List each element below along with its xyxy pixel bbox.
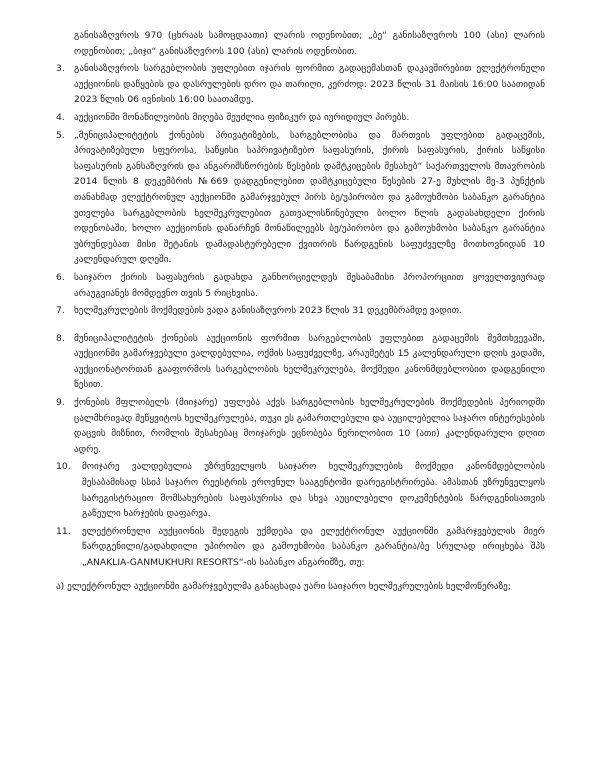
list-item-number: 6. xyxy=(56,271,65,283)
list-item-text: ელექტრონული აუქციონის შედეგის უქმდება და ელექტრონულ აუქციონში გამარჯვებულის მიერ წარდგენილი/გადახდილი უპირობო და გამოუხმობი საბანკო გარანტია/ბე სრულად ირიცხება შპს „ANAKLIA-GANMUKHURI RESORTS“-ის საბანკო ანგარიშზე, თუ: xyxy=(82,525,545,568)
list-item-9 xyxy=(56,395,545,457)
list-item-number: 11. xyxy=(56,525,71,537)
list-item-text: მუნიციპალიტეტის ქონების აუქციონის ფორმით სარგებლობის უფლებით გადაცემის შემთხვევაში, აუქციონში გამარჯვებული ვალდებულია, ოქმის საფუძველზე, არაუმეტეს 15 კალენდარული დღის ვადაში, აუქციონატორთან გააფორმოს სარგებლობის ხელშეკრულება, მოქმედი კანონმდებლობით დადგენილი წესით. xyxy=(74,332,545,391)
list-item-number: 7. xyxy=(56,305,65,317)
subitem-a: ა) ელექტრონულ აუქციონში გამარჯვებულმა განაცხადა უარი საიჯარო ხელშეკრულების ხელმოწერაზე; xyxy=(56,580,511,592)
list-item-text: აუქციონში მონაწილეობის მიღება შეუძლია ფიზიკურ და იურიდიულ პირებს. xyxy=(74,111,410,123)
list-item-text: ქონების მფლობელს (მიიჯარე) უფლება აქვს სარგებლობის ხელშეკრულების მოქმედების პერიოდში ცალმხრივად შეწყვიტოს ხელშეკრულება, თუკი ეს გამართლებული და აუცილებელია საჯარო ინტერესების დაცვის მიზნით, რომლის შესახებაც მოიჯარეს ეცნობება წერილობით 10 (ათი) კალენდარული დღით ადრე. xyxy=(74,397,545,455)
list-item-number: 9. xyxy=(56,397,65,409)
list-item-number: 4. xyxy=(56,111,65,123)
list-item-number: 5. xyxy=(56,129,65,141)
intro-continuation: განისაზღვროს 970 (ცხრაას სამოცდაათი) ლარის ოდენობით; „ბე“ განისაზღვროს 100 (ასი) ლარის ოდენობით; „ბიჯი“ განისაზღვროს 100 (ასი) ლარის ოდენობით. xyxy=(74,30,545,57)
list-item-6 xyxy=(56,270,545,301)
list-item-5 xyxy=(56,128,545,268)
list-item-text: ხელშეკრულების მოქმედების ვადა განისაზღვროს 2023 წლის 31 დეკემბრამდე ვადით. xyxy=(74,305,462,317)
list-item-8 xyxy=(56,331,545,393)
list-item-3 xyxy=(56,61,545,108)
list-item-10 xyxy=(56,459,545,521)
list-item-11 xyxy=(56,524,545,571)
list-item-text: „მუნიციპალიტეტის ქონების პრივატიზების, სარგებლობისა და მართვის უფლებით გადაცემის, პრივატიზებული სფეროსა, საწყისი საპრივატიზებო საფასურის, ქირის საფასურის, ქირის საწყისი საფასურის განსაზღვრის და ანგარიშსწორების წესების დამტკიცების შესახებ“ საქართველოს მთავრობის 2014 წლის 8 დეკემბრის №669 დადგენილებით დამტკიცებული წესების 27-ე მუხლის მე-3 პუნქტის თანახმად ელექტრონულ აუქციონში გამარჯვებულ პირს ბე/უპირობო და გამოუხმობი საბანკო გარანტია ეთვლება სარგებლობის ხელშეკრულებით გათვალისწინებული ბოლო წლის გადასახდელი ქირის ოდენობაში, ხოლო აუქციონის დანარჩენ მონაწილეებს ბე/უპირობო და გამოუხმობი საბანკო გარანტია უბრუნდებათ მისი შეტანის დამადასტურებელი ქვითრის წარდგენის საფუძველზე მოთხოვნიდან 10 კალენდარულ დღეში. xyxy=(74,129,545,266)
list-item-number: 3. xyxy=(56,63,65,75)
list-item-4 xyxy=(56,110,545,126)
list-item-number: 10. xyxy=(56,461,71,473)
list-item-number: 8. xyxy=(56,332,65,344)
list-item-text: განისაზღვროს სარგებლობის უფლებით იჯარის ფორმით გადაცემასთან დაკავშირებით ელექტრონული აუქციონის დაწყების და დასრულების დრო და თარიღი, კერძოდ: 2023 წლის 31 მაისის 16:00 საათიდან 2023 წლის 06 ივნისის 16:00 საათამდე. xyxy=(74,63,545,106)
list-item-text: მოიჯარე ვალდებულია უზრუნველყოს საიჯარო ხელშეკრულების მოქმედი კანონმდებლობის შესაბამისად სსიპ საჯარო რეესტრის ეროვნულ სააგენტოში დარეგისტრირება. ამასთან უზრუნველყოს სარეგისტრაციო მომსახურების საფასურისა და სხვა აუცილებელი დოკუმენტების წარდგენისათვის გაწეული ხარჯების დაფარვა. xyxy=(82,461,545,520)
list-item-7 xyxy=(56,303,545,319)
list-item-text: საიჯარო ქირის საფასურის გადახდა განხორციელდეს შესაბამისი პროპორციით ყოველთვიურად არაუგვიანეს მომდევნო თვის 5 რიცხვისა. xyxy=(74,271,545,299)
